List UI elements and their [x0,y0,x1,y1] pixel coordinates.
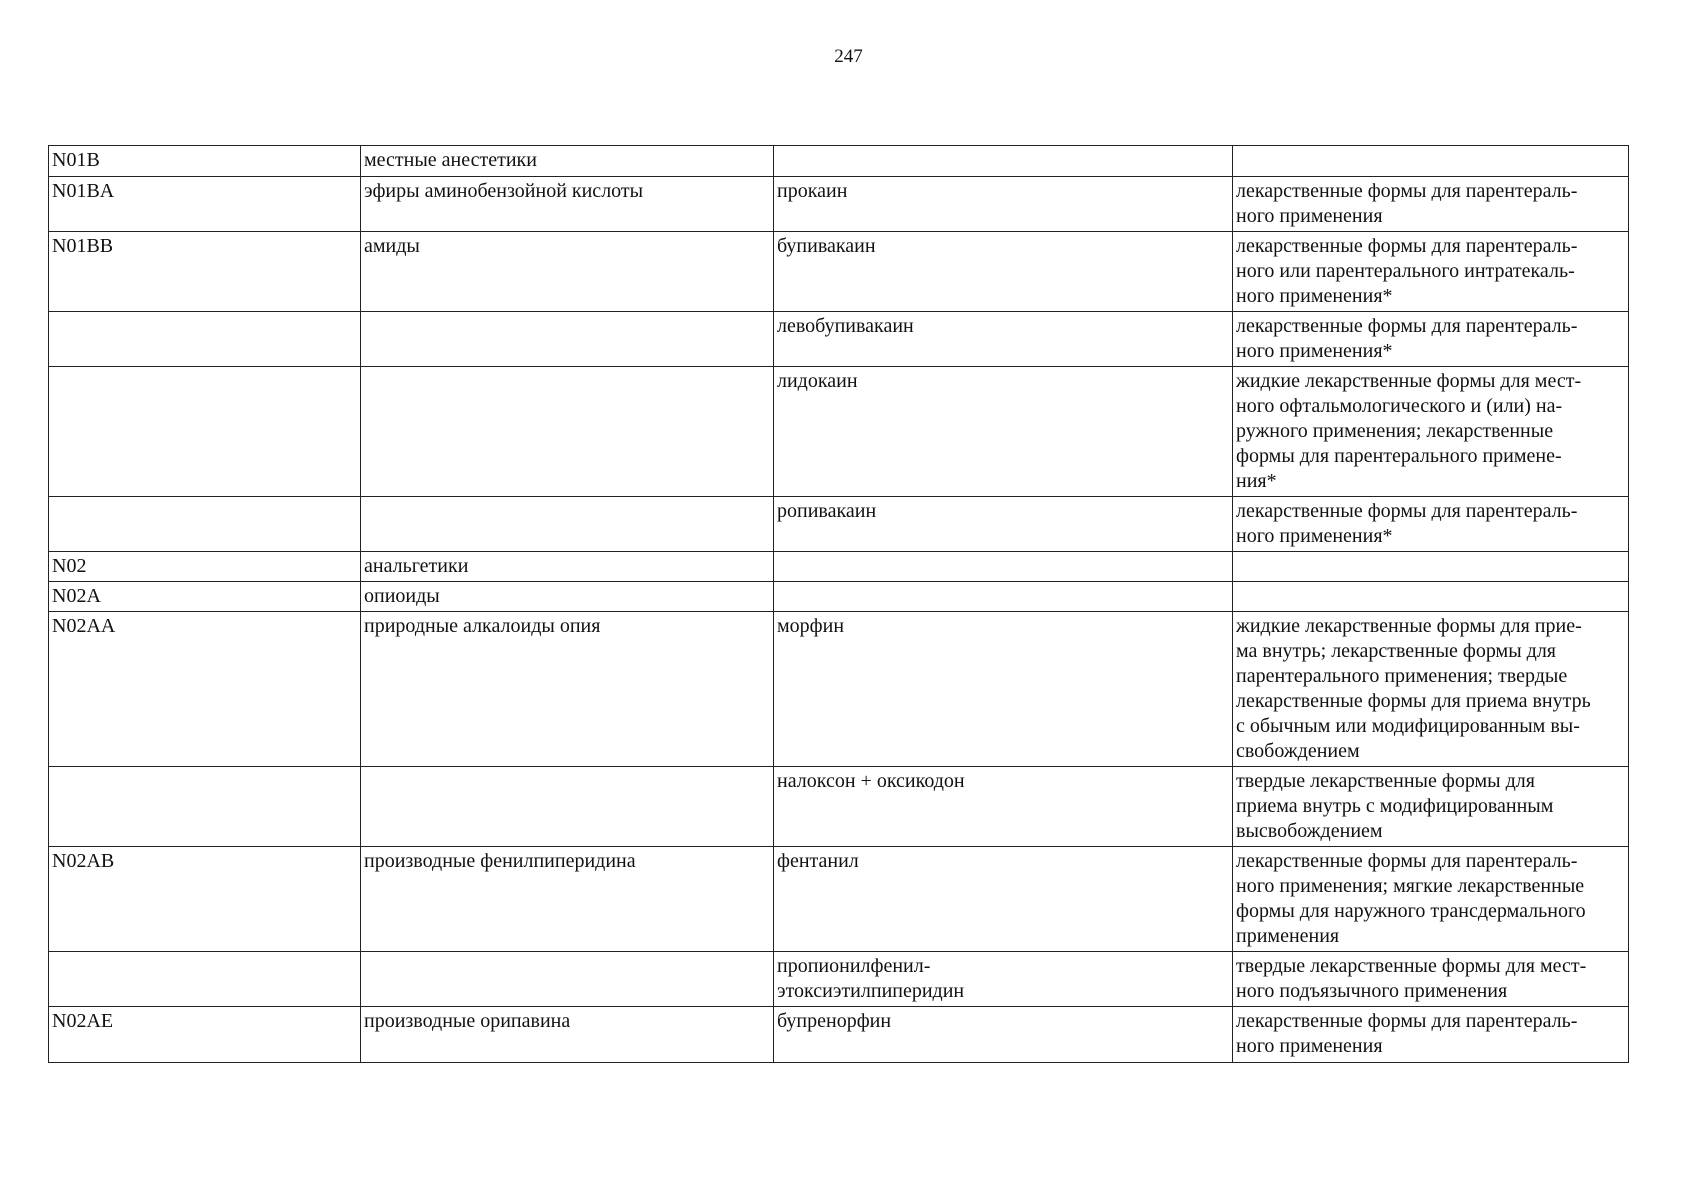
drug-name-cell: фентанил [774,847,1233,952]
dosage-form-cell [1233,146,1629,177]
anatomical-group-cell: производные фенилпиперидина [361,847,774,952]
dosage-form-cell: лекарственные формы для парентераль- ного применения* [1233,312,1629,367]
dosage-form-cell: твердые лекарственные формы для мест- ного подъязычного применения [1233,952,1629,1007]
table-row [49,767,1629,847]
dosage-form-cell: лекарственные формы для парентераль- ного применения [1233,177,1629,232]
table-row [49,497,1629,552]
anatomical-group-cell [361,952,774,1007]
drug-name-cell: налоксон + оксикодон [774,767,1233,847]
drug-name-cell: лидокаин [774,367,1233,497]
anatomical-group-cell: амиды [361,232,774,312]
dosage-form-cell: лекарственные формы для парентераль- ного применения; мягкие лекарственные формы для наружного трансдермального применения [1233,847,1629,952]
table-row [49,612,1629,767]
anatomical-group-cell: производные орипавина [361,1007,774,1063]
atc-code-cell [49,952,361,1007]
anatomical-group-cell [361,367,774,497]
atc-code-cell [49,367,361,497]
table-row [49,952,1629,1007]
atc-code-cell [49,312,361,367]
dosage-form-cell: твердые лекарственные формы для приема внутрь с модифицированным высвобождением [1233,767,1629,847]
anatomical-group-cell: анальгетики [361,552,774,582]
drug-table-container [48,145,1628,1063]
table-row [49,1007,1629,1063]
table-row [49,582,1629,612]
anatomical-group-cell: природные алкалоиды опия [361,612,774,767]
dosage-form-cell: жидкие лекарственные формы для мест- ного офтальмологического и (или) на- ружного применения; лекарственные формы для парентерального примене- ния* [1233,367,1629,497]
atc-code-cell: N02AA [49,612,361,767]
drug-name-cell [774,146,1233,177]
table-row [49,232,1629,312]
anatomical-group-cell: эфиры аминобензойной кислоты [361,177,774,232]
page-number: 247 [834,46,863,67]
drug-name-cell: бупренорфин [774,1007,1233,1063]
dosage-form-cell: лекарственные формы для парентераль- ного применения* [1233,497,1629,552]
drug-name-cell [774,552,1233,582]
atc-code-cell: N02 [49,552,361,582]
atc-code-cell: N01BB [49,232,361,312]
atc-code-cell [49,767,361,847]
drug-name-cell: ропивакаин [774,497,1233,552]
drug-name-cell: левобупивакаин [774,312,1233,367]
dosage-form-cell [1233,552,1629,582]
atc-code-cell: N01BA [49,177,361,232]
anatomical-group-cell [361,767,774,847]
anatomical-group-cell: опиоиды [361,582,774,612]
atc-code-cell: N02AB [49,847,361,952]
table-row [49,146,1629,177]
drug-name-cell [774,582,1233,612]
table-row [49,312,1629,367]
dosage-form-cell: жидкие лекарственные формы для прие- ма внутрь; лекарственные формы для парентерального применения; твердые лекарственные формы для приема внутрь с обычным или модифицированным вы- свобождением [1233,612,1629,767]
drug-name-cell: бупивакаин [774,232,1233,312]
drug-table [48,145,1629,1063]
dosage-form-cell: лекарственные формы для парентераль- ного или парентерального интратекаль- ного применения* [1233,232,1629,312]
drug-table-body [49,146,1629,1063]
table-row [49,552,1629,582]
drug-name-cell: пропионилфенил- этоксиэтилпиперидин [774,952,1233,1007]
table-row [49,177,1629,232]
atc-code-cell: N02AE [49,1007,361,1063]
anatomical-group-cell: местные анестетики [361,146,774,177]
dosage-form-cell [1233,582,1629,612]
atc-code-cell: N02A [49,582,361,612]
anatomical-group-cell [361,312,774,367]
anatomical-group-cell [361,497,774,552]
atc-code-cell [49,497,361,552]
table-row [49,367,1629,497]
drug-name-cell: морфин [774,612,1233,767]
dosage-form-cell: лекарственные формы для парентераль- ного применения [1233,1007,1629,1063]
atc-code-cell: N01B [49,146,361,177]
table-row [49,847,1629,952]
drug-name-cell: прокаин [774,177,1233,232]
